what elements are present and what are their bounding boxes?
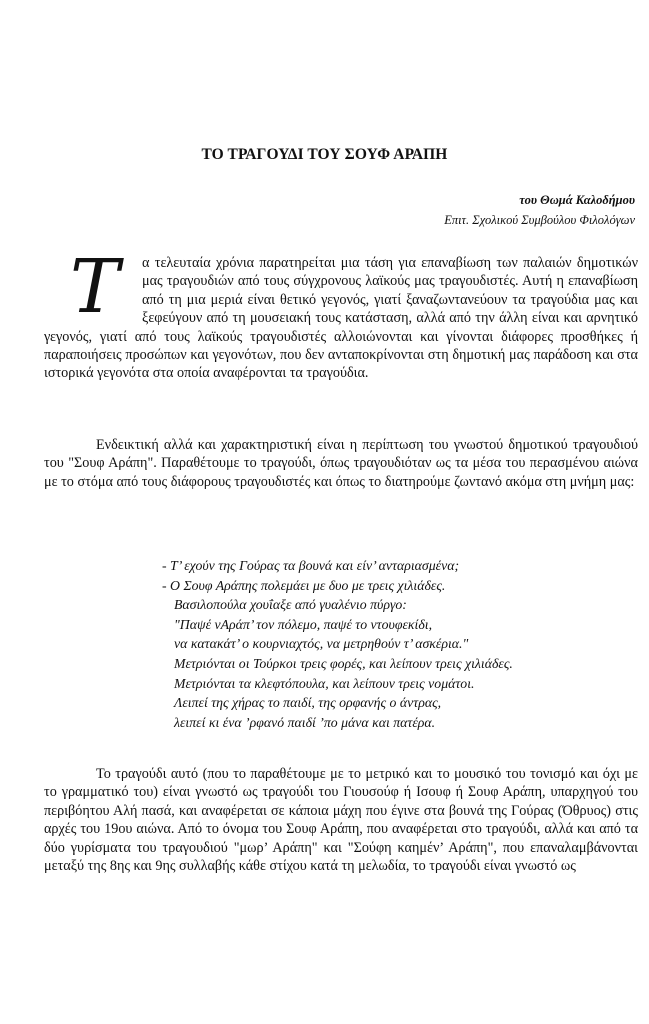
poem-line: λειπεί κι ένα ’ρφανό παιδί ’πο μάνα και πατέρα.: [174, 714, 436, 730]
poem-line: Βασιλοπούλα χουΐαξε από γυαλένιο πύργο:: [174, 597, 407, 613]
poem-line: να κατακάτ’ ο κουρνιαχτός, να μετρηθούν τ’ ασκέρια.": [174, 636, 469, 652]
poem-line: "Παψέ νΑράπ’ τον πόλεμο, παψέ το ντουφεκίδι,: [174, 616, 433, 632]
paragraph-1: [44, 244, 638, 383]
poem-line: Λειπεί της χήρας το παιδί, της ορφανής ο άντρας,: [174, 695, 442, 711]
paragraph-2: Ενδεικτική αλλά και χαρακτηριστική είναι η περίπτωση του γνωστού δημοτικού τραγουδιού του "Σουφ Αράπη". Παραθέτουμε το τραγούδι, όπως τραγουδιόταν ως τα μέσα του περασμένου αιώνα με το στόμα από τους διάφορους τραγουδιστές και όπως το διατηρούμε ζωντανό ακόμα στη μνήμη μας:: [44, 437, 638, 490]
author-block: [444, 190, 635, 230]
article-title: ΤΟ ΤΡΑΓΟΥΔΙ ΤΟΥ ΣΟΥΦ ΑΡΑΠΗ: [201, 146, 448, 163]
paragraph-1-text: α τελευταία χρόνια παρατηρείται μια τάση για επαναβίωση των παλαιών δημοτικών μας τραγουδιών από τους σύγχρονους λαϊκούς μας τραγουδιστές. Αυτή η επαναβίωση από τη μια μεριά είναι θετικό γεγονός, γιατί ξαναζωντανεύουν τα τραγούδια μας και ξεφεύγουν από τη μουσειακή τους κατάσταση, αλλά από την άλλη είναι και αρνητικό γεγονός, γιατί από τους λαϊκούς τραγουδιστές αλλοιώνονται και γίνονται διάφορες προσθήκες ή παραποιήσεις προσώπων και γεγονότων, που δεν ανταποκρίνονται στη δημοτική μας παράδοση και στα ιστορικά γεγονότα στα οποία αναφέρονται τα τραγούδια.: [44, 255, 638, 382]
drop-cap: Τ: [70, 244, 120, 330]
paragraph-3: Το τραγούδι αυτό (που το παραθέτουμε με το μετρικό και το μουσικό του τονισμό και όχι με το γραμματικό του) είναι γνωστό ως τραγούδι του Γιουσούφ ή Ισουφ ή Σουφ Αράπη, υπαρχηγού του περιβόητου Αλή πασά, και αναφέρεται σε κάποια μάχη που έγινε στα βουνά της Γούρας (Όθρυος) στις αρχές του 19ου αιώνα. Από το όνομα του Σουφ Αράπη, που αναφέρεται στο τραγούδι, αλλά και από τα δύο γυρίσματα του τραγουδιού "μωρ’ Αράπη" και "Σούφη καημέν’ Αράπη", που επαναλαμβάνονται μεταξύ της 8ης και 9ης συλλαβής κάθε στίχου κατά τη μελωδία, το τραγούδι είναι γνωστό ως: [44, 766, 638, 875]
poem: [162, 556, 513, 732]
author-role: Επιτ. Σχολικού Συμβούλου Φιλολόγων: [444, 213, 635, 227]
poem-line: - Ο Σουφ Αράπης πολεμάει με δυο με τρεις χιλιάδες.: [162, 577, 446, 593]
author-name: του Θωμά Καλοδήμου: [519, 193, 635, 207]
poem-line: Μετριόνται οι Τούρκοι τρεις φορές, και λείπουν τρεις χιλιάδες.: [174, 655, 513, 671]
poem-line: Μετριόνται τα κλεφτόπουλα, και λείπουν τρεις νομάτοι.: [174, 675, 475, 691]
poem-line: - Τ’ εχούν της Γούρας τα βουνά και είν’ ανταριασμένα;: [162, 558, 460, 573]
